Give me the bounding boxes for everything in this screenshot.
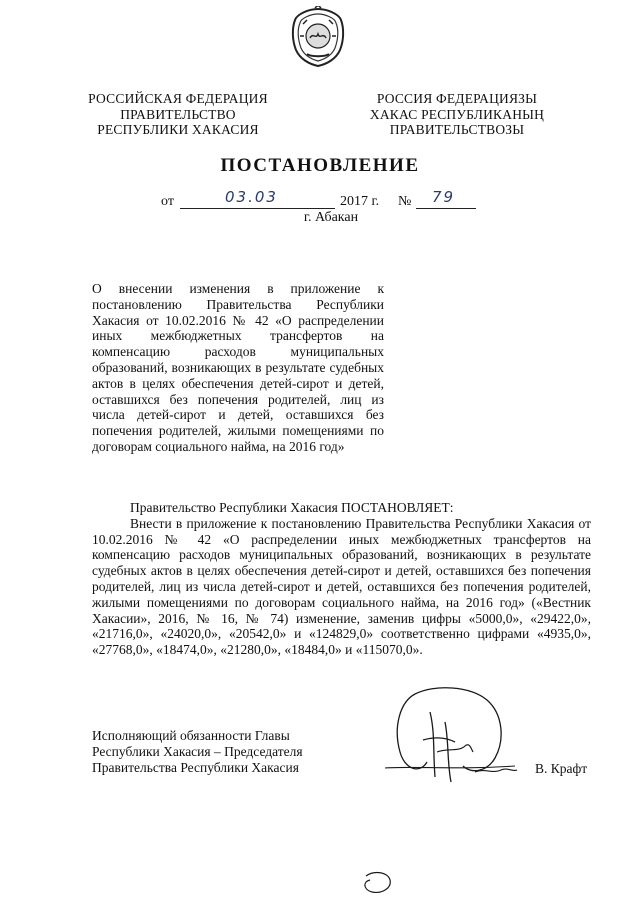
- handwritten-page-mark: [358, 868, 398, 898]
- header-right-block: [352, 91, 562, 138]
- number-handwritten: 79: [432, 188, 456, 206]
- number-label: №: [398, 194, 412, 209]
- signatory-name: В. Крафт: [535, 761, 588, 776]
- body-text: [92, 500, 591, 658]
- date-underline: [180, 208, 335, 209]
- header-left-line: ПРАВИТЕЛЬСТВО: [120, 106, 236, 122]
- header-right-line: ХАКАС РЕСПУБЛИКАНЫҢ: [369, 106, 545, 122]
- body-preamble: Правительство Республики Хакасия ПОСТАНОВЛЯЕТ:: [130, 500, 454, 515]
- document-title: ПОСТАНОВЛЕНИЕ: [220, 155, 420, 176]
- signatory-role-line: Исполняющий обязанности Главы: [92, 728, 290, 743]
- header-left-line: РОССИЙСКАЯ ФЕДЕРАЦИЯ: [88, 91, 268, 106]
- handwritten-signature: [375, 682, 525, 792]
- coat-of-arms-emblem: [289, 6, 347, 68]
- date-year: 2017 г.: [340, 194, 380, 209]
- signatory-role: [92, 728, 303, 775]
- signatory-role-line: Республики Хакасия – Председателя: [92, 743, 303, 759]
- header-right-line: ПРАВИТЕЛЬСТВОЗЫ: [389, 122, 525, 137]
- header-left-block: [78, 91, 278, 138]
- city-name: г. Абакан: [303, 210, 359, 225]
- header-right-line: РОССИЯ ФЕДЕРАЦИЯЗЫ: [376, 91, 538, 106]
- date-from-label: от: [161, 194, 174, 209]
- number-underline: [416, 208, 476, 209]
- subject-block: О внесении изменения в приложение к постановлению Правительства Республики Хакасия от 10.02.2016 № 42 «О распределении иных межбюджетных трансфертов на компенсацию расходов муниципальных образований, возникающих в результате судебных актов в целях обеспечения детей-сирот и детей, оставшихся без попечения родителей, лиц из числа детей-сирот и детей, оставшихся без попечения родителей, жилыми помещениями по договорам социального найма, на 2016 год»: [92, 281, 384, 454]
- header-left-line: РЕСПУБЛИКИ ХАКАСИЯ: [97, 122, 259, 137]
- date-handwritten: 03.03: [225, 188, 278, 206]
- body-paragraph: Внести в приложение к постановлению Правительства Республики Хакасия от 10.02.2016 № 42 «О распределении иных межбюджетных трансфертов на компенсацию расходов муниципальных образований, возникающих в результате судебных актов в целях обеспечения детей-сирот и детей, оставшихся без попечения родителей, лиц из числа детей-сирот и детей, оставшихся без попечения родителей, жилыми помещениями по договорам социального найма, на 2016 год» («Вестник Хакасии», 2016, № 16, № 74) изменение, заменив цифры «5000,0», «29422,0», «21716,0», «24020,0», «20542,0» и «124829,0» соответственно цифрами «4935,0», «27768,0», «18474,0», «21280,0», «18484,0» и «115070,0».: [92, 515, 591, 658]
- signatory-role-line: Правительства Республики Хакасия: [92, 759, 299, 775]
